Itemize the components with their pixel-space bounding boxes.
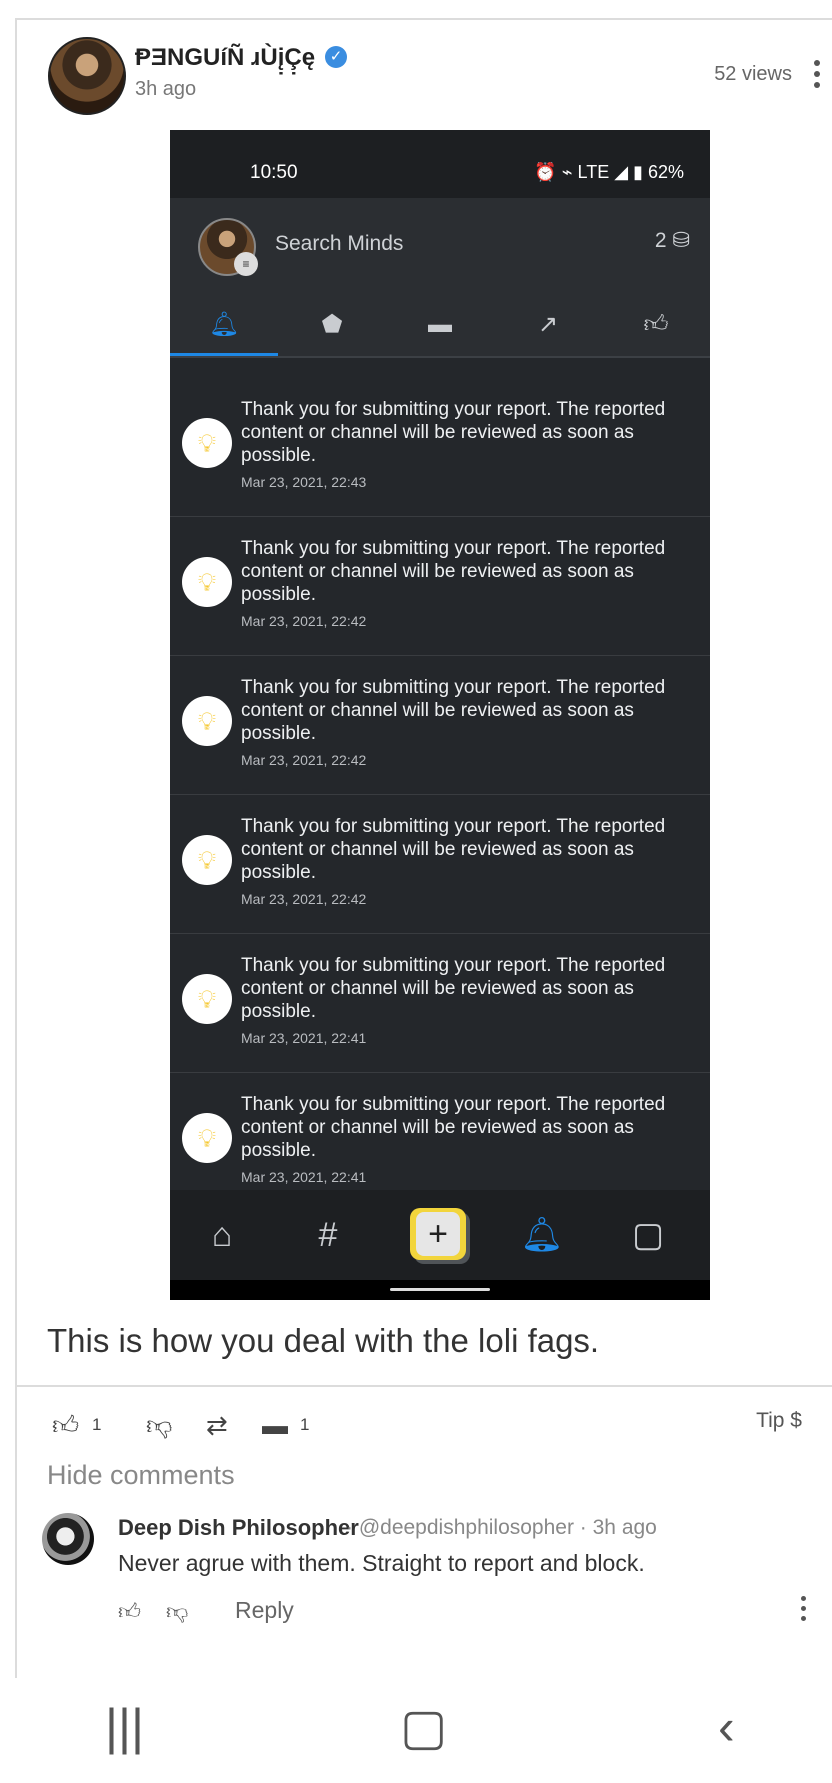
tag-icon: ⬟ [321, 311, 343, 338]
chat-icon: ▬ [428, 311, 452, 338]
status-indicators: ⏰ ⌁ LTE ◢ ▮ 62% [534, 162, 684, 182]
notification-item [170, 378, 710, 517]
notification-item [170, 656, 710, 795]
chat-bubble-icon: ▢ [631, 1216, 665, 1254]
phone-bottom-nav [170, 1190, 710, 1280]
notification-item [170, 517, 710, 656]
notification-text: Thank you for submitting your report. The reported content or channel will be reviewed as soon as possible. [241, 1094, 666, 1161]
thumbs-down-icon[interactable]: 👎︎ [146, 1410, 173, 1440]
notification-list [170, 378, 710, 1212]
lightbulb-icon: 💡︎ [182, 696, 232, 746]
author-avatar[interactable] [48, 37, 126, 115]
notification-text: Thank you for submitting your report. The reported content or channel will be reviewed as soon as possible. [241, 538, 666, 605]
screenshot-image [170, 130, 710, 1300]
bell-icon: 🔔︎ [520, 1216, 564, 1254]
notification-date: Mar 23, 2021, 22:42 [241, 752, 367, 768]
comment-text: Never agrue with them. Straight to report and block. [118, 1550, 645, 1576]
notification-date: Mar 23, 2021, 22:41 [241, 1169, 367, 1185]
notification-text: Thank you for submitting your report. The reported content or channel will be reviewed as soon as possible. [241, 816, 666, 883]
view-count: 52 views [714, 63, 792, 85]
home-icon: ⌂ [211, 1216, 233, 1254]
notification-item [170, 795, 710, 934]
notification-text: Thank you for submitting your report. The reported content or channel will be reviewed as soon as possible. [241, 399, 666, 466]
token-count [655, 228, 690, 253]
post-menu-icon[interactable] [812, 60, 822, 90]
notification-date: Mar 23, 2021, 22:42 [241, 613, 367, 629]
comment-menu-icon[interactable] [798, 1596, 808, 1626]
phone-top-bar [170, 198, 710, 295]
author-name[interactable]: ⱣƎNGUíÑ ɹÙį̣Ç̣ę [135, 44, 316, 71]
phone-home-indicator [170, 1280, 710, 1300]
hashtag-icon: # [318, 1216, 338, 1254]
remind-icon[interactable]: ⇄ [206, 1410, 228, 1440]
phone-search: Search Minds [275, 232, 404, 255]
hide-comments-link[interactable]: Hide comments [47, 1460, 235, 1490]
post-caption: This is how you deal with the loli fags. [47, 1322, 600, 1359]
menu-icon: ≡ [234, 252, 258, 276]
post-time: 3h ago [135, 78, 197, 100]
comment-count: 1 [300, 1415, 310, 1434]
phone-status-bar [170, 130, 710, 198]
trending-icon: ↗ [537, 311, 559, 338]
tip-button[interactable]: Tip $ [756, 1409, 802, 1432]
home-button-icon[interactable]: ▢ [400, 1699, 448, 1755]
comment-icon[interactable]: ▬ [262, 1410, 288, 1440]
coins-icon: ⛁ [672, 229, 690, 252]
thumbs-up-icon[interactable]: 👍︎ [52, 1410, 80, 1440]
comment-thumbs-up-icon[interactable]: 👍︎ [118, 1599, 141, 1624]
status-time: 10:50 [250, 162, 298, 183]
notification-date: Mar 23, 2021, 22:43 [241, 474, 367, 490]
notification-item [170, 934, 710, 1073]
verified-badge-icon: ✓ [325, 46, 347, 68]
like-count: 1 [92, 1415, 102, 1434]
notification-date: Mar 23, 2021, 22:41 [241, 1030, 367, 1046]
reply-button[interactable]: Reply [235, 1597, 294, 1623]
divider [15, 1385, 832, 1387]
notification-text: Thank you for submitting your report. The reported content or channel will be reviewed as soon as possible. [241, 677, 666, 744]
comment-thumbs-down-icon[interactable]: 👎︎ [166, 1599, 189, 1624]
recent-apps-icon[interactable]: ||| [105, 1699, 144, 1755]
notification-tabs [170, 294, 710, 358]
commenter-name[interactable]: Deep Dish Philosopher [118, 1515, 359, 1540]
coin-count: 2 [654, 229, 667, 252]
system-nav-bar [0, 1678, 832, 1783]
lightbulb-icon: 💡︎ [182, 418, 232, 468]
bell-icon: 🔔︎ [170, 294, 278, 356]
lightbulb-icon: 💡︎ [182, 557, 232, 607]
lightbulb-icon: 💡︎ [182, 1113, 232, 1163]
lightbulb-icon: 💡︎ [182, 974, 232, 1024]
notification-date: Mar 23, 2021, 22:42 [241, 891, 367, 907]
comment-meta: · @deepdishphilosopher · 3h ago [346, 1516, 657, 1539]
back-icon[interactable]: ‹ [718, 1699, 735, 1755]
commenter-avatar[interactable] [42, 1513, 94, 1565]
compose-icon: + [410, 1208, 466, 1260]
lightbulb-icon: 💡︎ [182, 835, 232, 885]
thumbs-up-icon: 👍︎ [643, 311, 669, 338]
notification-text: Thank you for submitting your report. The reported content or channel will be reviewed as soon as possible. [241, 955, 666, 1022]
